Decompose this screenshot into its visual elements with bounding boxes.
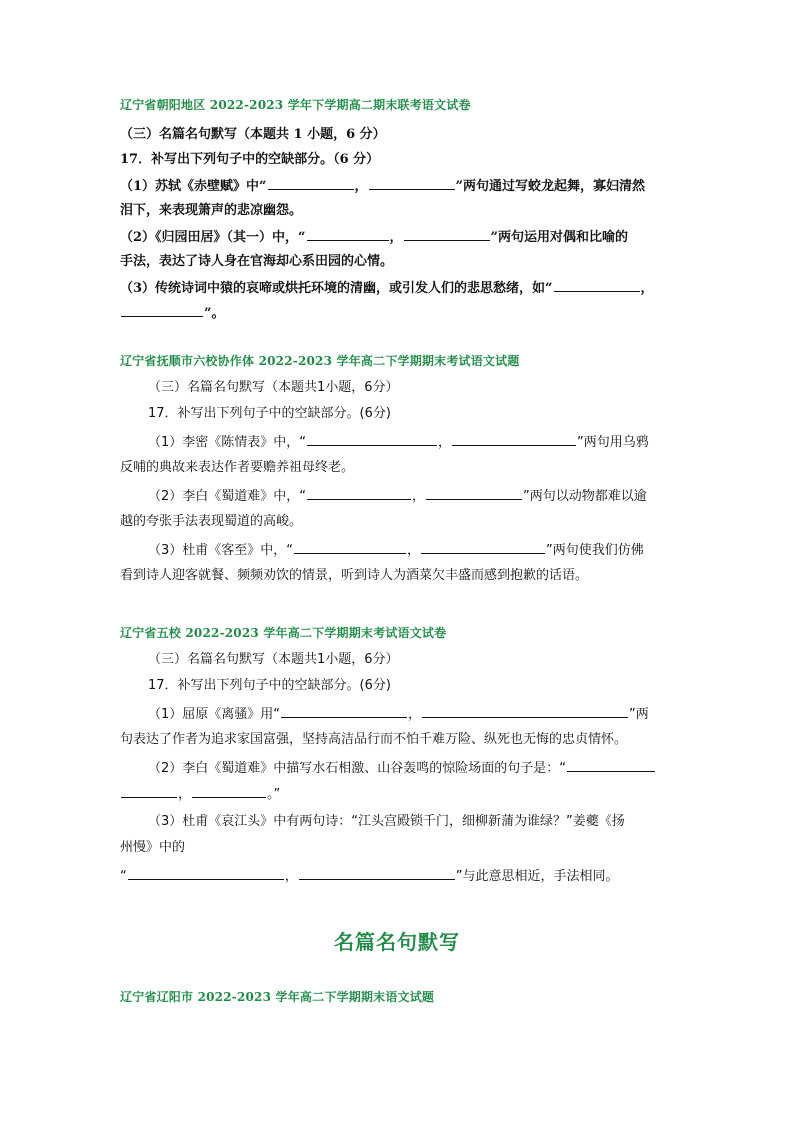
item-line: 看到诗人迎客就餐、频频劝饮的情景，听到诗人为酒菜欠丰盛而感到抱歉的话语。 [120, 568, 589, 583]
section-title: 名篇名句默写 [334, 930, 460, 954]
source-title-2: 辽宁省抚顺市六校协作体 2022-2023 学年高二下学期期末考试语文试题 [120, 354, 520, 368]
question-text: 17．补写出下列句子中的空缺部分。(6分) [148, 678, 391, 693]
item-line: 手法，表达了诗人身在官海却心系田园的心情。 [120, 254, 394, 269]
question-text: 17．补写出下列句子中的空缺部分。(6分) [148, 406, 391, 421]
item-line: （3）杜甫《客至》中，“ ， ”两句使我们仿佛 [148, 543, 644, 558]
item-line: 句表达了作者为追求家国富强，坚持高洁品行而不怕千难万险、纵死也无悔的忠贞情怀。 [120, 732, 628, 747]
source-title-3: 辽宁省五校 2022-2023 学年高二下学期期末考试语文试卷 [120, 626, 447, 640]
item-line: 州慢》中的 [120, 840, 186, 855]
item-line: （1）屈原《离骚》用“ ， ”两 [148, 707, 649, 722]
item-line: （2）《归园田居》（其一）中，“ ， ”两句运用对偶和比喻的 [120, 230, 629, 245]
section-heading: （三）名篇名句默写（本题共1小题，6分） [148, 380, 399, 395]
item-line: ， 。” [120, 785, 280, 804]
section-heading: （三）名篇名句默写（本题共 1 小题，6 分） [120, 127, 386, 142]
item-line: （2）李白《蜀道难》中，“ ， ”两句以动物都难以逾 [148, 489, 647, 504]
section-heading: （三）名篇名句默写（本题共1小题，6分） [148, 652, 399, 667]
item-line: （2）李白《蜀道难》中描写水石相激、山谷轰鸣的惊险场面的句子是：“ [148, 759, 656, 778]
source-title-1: 辽宁省朝阳地区 2022-2023 学年下学期高二期末联考语文试卷 [120, 98, 471, 112]
source-title-4: 辽宁省辽阳市 2022-2023 学年高二下学期期末语文试题 [120, 990, 435, 1004]
item-line: （1）李密《陈情表》中，“ ， ”两句用乌鸦 [148, 435, 649, 450]
question-text: 17．补写出下列句子中的空缺部分。（6 分） [120, 152, 380, 167]
item-line: 越的夸张手法表现蜀道的高峻。 [120, 514, 303, 529]
item-line: （1）苏轼《赤壁赋》中“ ， ”两句通过写蛟龙起舞，寡妇清然 [120, 179, 646, 194]
item-line: 泪下，来表现箫声的悲凉幽怨。 [120, 203, 303, 218]
item-line: ”。 [120, 304, 224, 323]
item-line: 反哺的典故来表达作者要赡养祖母终老。 [120, 460, 355, 475]
item-line: （3）杜甫《哀江头》中有两句诗：“江头宫殿锁千门，细柳新蒲为谁绿？”姜夔《扬 [148, 814, 625, 829]
item-line: （3）传统诗词中猿的哀啼或烘托环境的清幽，或引发人们的悲思愁绪，如“ ， [120, 281, 654, 296]
item-line: “ ， ”与此意思相近，手法相同。 [120, 869, 619, 884]
